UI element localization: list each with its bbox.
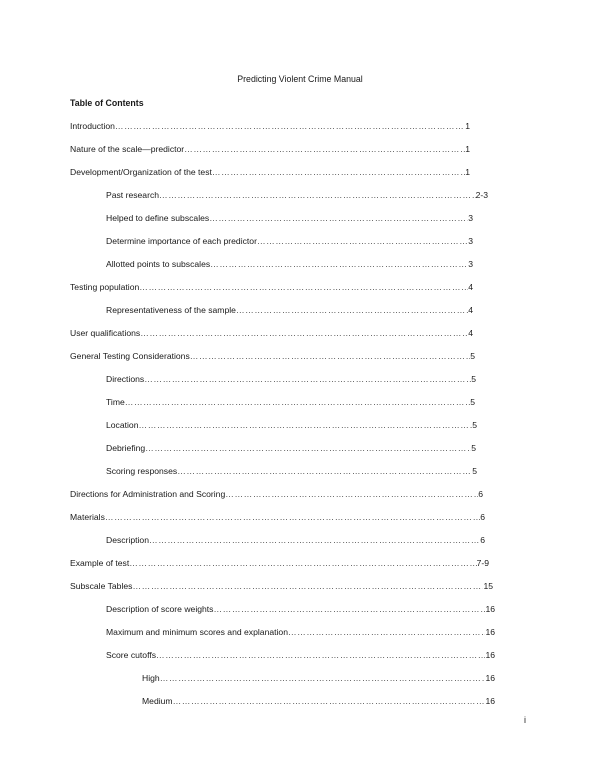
toc-entry-debriefing xyxy=(106,442,476,454)
toc-entry-location xyxy=(106,419,477,431)
toc-entry-page: 5 xyxy=(472,466,477,476)
toc-entry-medium xyxy=(142,695,495,707)
toc-entry-page: 6 xyxy=(480,535,485,545)
toc-entry-page: 16 xyxy=(485,604,495,614)
toc-entry-subscale-tables xyxy=(70,580,493,592)
toc-entry-label: Location xyxy=(106,420,139,430)
toc-entry-page: 5 xyxy=(470,351,475,361)
toc-entry-page: 3 xyxy=(468,259,473,269)
toc-entry-allotted-points xyxy=(106,258,473,270)
toc-entry-time xyxy=(106,396,475,408)
toc-entry-user-qualifications xyxy=(70,327,473,339)
toc-entry-page: 16 xyxy=(485,696,495,706)
toc-entry-description xyxy=(106,534,485,546)
toc-entry-label: Description of score weights xyxy=(106,604,214,614)
toc-entry-materials xyxy=(70,511,485,523)
toc-entry-label: Score cutoffs xyxy=(106,650,156,660)
toc-entry-representativeness xyxy=(106,304,473,316)
toc-entry-development xyxy=(70,166,470,178)
toc-entry-label: Determine importance of each predictor xyxy=(106,236,257,246)
toc-entry-page: 3 xyxy=(468,236,473,246)
toc-entry-page: 2-3 xyxy=(475,190,488,200)
toc-entry-score-cutoffs xyxy=(106,649,495,661)
toc-heading: Table of Contents xyxy=(70,98,144,108)
toc-entry-page: 1 xyxy=(465,144,470,154)
toc-entry-define-subscales xyxy=(106,212,473,224)
document-title: Predicting Violent Crime Manual xyxy=(237,74,363,84)
toc-entry-label: Development/Organization of the test xyxy=(70,167,212,177)
toc-entry-page: 3 xyxy=(468,213,473,223)
toc-entry-label: Medium xyxy=(142,696,173,706)
toc-entry-label: Allotted points to subscales xyxy=(106,259,211,269)
toc-entry-label: Directions for Administration and Scoring xyxy=(70,489,226,499)
toc-entry-directions xyxy=(106,373,476,385)
toc-entry-page: 15 xyxy=(483,581,493,591)
toc-entry-introduction xyxy=(70,120,470,132)
toc-entry-past-research xyxy=(106,189,488,201)
toc-entry-page: 5 xyxy=(471,443,476,453)
toc-entry-label: Testing population xyxy=(70,282,140,292)
toc-entry-label: Helped to define subscales xyxy=(106,213,210,223)
toc-entry-label: User qualifications xyxy=(70,328,141,338)
toc-entry-administration-scoring xyxy=(70,488,483,500)
toc-entry-page: 1 xyxy=(465,167,470,177)
toc-entry-nature-of-scale xyxy=(70,143,470,155)
toc-entry-testing-population xyxy=(70,281,473,293)
toc-entry-label: Maximum and minimum scores and explanation xyxy=(106,627,288,637)
toc-entry-page: 7-9 xyxy=(476,558,489,568)
toc-entry-page: 4 xyxy=(468,305,473,315)
toc-entry-label: Past research xyxy=(106,190,160,200)
toc-entry-label: General Testing Considerations xyxy=(70,351,190,361)
toc-entry-general-testing xyxy=(70,350,475,362)
toc-entry-page: 5 xyxy=(471,374,476,384)
toc-entry-label: Representativeness of the sample xyxy=(106,305,236,315)
toc-entry-label: Description xyxy=(106,535,149,545)
toc-entry-page: 16 xyxy=(485,627,495,637)
toc-entry-importance-predictor xyxy=(106,235,473,247)
toc-entry-label: Subscale Tables xyxy=(70,581,133,591)
toc-entry-label: Nature of the scale—predictor xyxy=(70,144,185,154)
toc-entry-page: 5 xyxy=(470,397,475,407)
toc-entry-page: 4 xyxy=(468,282,473,292)
toc-entry-max-min-scores xyxy=(106,626,495,638)
toc-entry-label: Materials xyxy=(70,512,105,522)
toc-entry-label: High xyxy=(142,673,160,683)
toc-entry-page: 6 xyxy=(478,489,483,499)
toc-entry-label: Example of test xyxy=(70,558,130,568)
toc-entry-page: 16 xyxy=(485,650,495,660)
toc-entry-page: 16 xyxy=(485,673,495,683)
toc-entry-label: Debriefing xyxy=(106,443,146,453)
toc-entry-scoring-responses xyxy=(106,465,477,477)
toc-entry-label: Time xyxy=(106,397,125,407)
toc-entry-page: 5 xyxy=(472,420,477,430)
toc-entry-label: Introduction xyxy=(70,121,115,131)
toc-entry-label: Scoring responses xyxy=(106,466,178,476)
toc-entry-page: 4 xyxy=(468,328,473,338)
page-number: i xyxy=(524,715,526,725)
toc-entry-high xyxy=(142,672,495,684)
toc-entry-example-test xyxy=(70,557,489,569)
toc-entry-page: 1 xyxy=(465,121,470,131)
toc-entry-page: 6 xyxy=(480,512,485,522)
toc-entry-label: Directions xyxy=(106,374,145,384)
toc-entry-score-weights xyxy=(106,603,495,615)
